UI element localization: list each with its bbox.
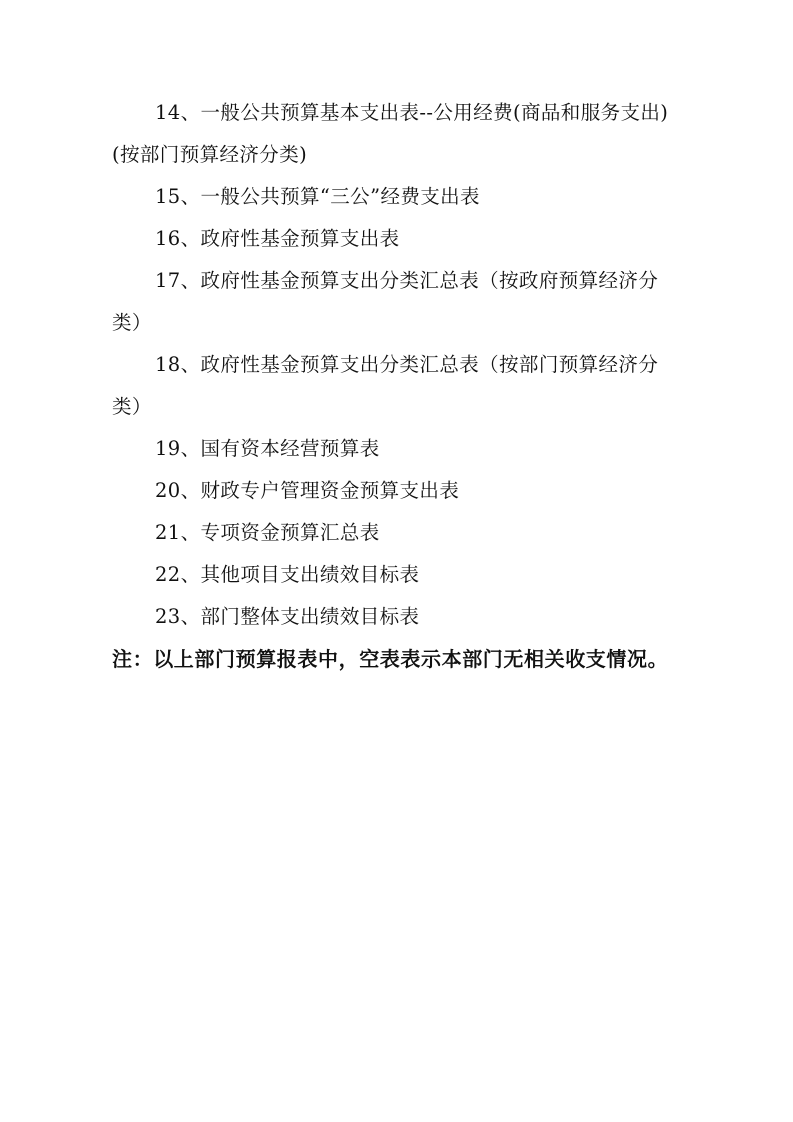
list-item-23: 23、部门整体支出绩效目标表: [155, 605, 420, 628]
document-content: [112, 92, 684, 680]
list-item-14: 14、一般公共预算基本支出表--公用经费(商品和服务支出)(按部门预算经济分类): [112, 101, 669, 166]
list-item-16: 16、政府性基金预算支出表: [155, 227, 400, 250]
list-item-21: 21、专项资金预算汇总表: [155, 521, 380, 544]
list-item-17: 17、政府性基金预算支出分类汇总表（按政府预算经济分类）: [112, 269, 659, 334]
list-item-18: 18、政府性基金预算支出分类汇总表（按部门预算经济分类）: [112, 353, 659, 418]
list-item-20: 20、财政专户管理资金预算支出表: [155, 479, 460, 502]
list-item-19: 19、国有资本经营预算表: [155, 437, 380, 460]
footnote: 注：以上部门预算报表中，空表表示本部门无相关收支情况。: [112, 647, 669, 671]
list-item-15: 15、一般公共预算“三公”经费支出表: [155, 185, 480, 208]
list-item-22: 22、其他项目支出绩效目标表: [155, 563, 420, 586]
